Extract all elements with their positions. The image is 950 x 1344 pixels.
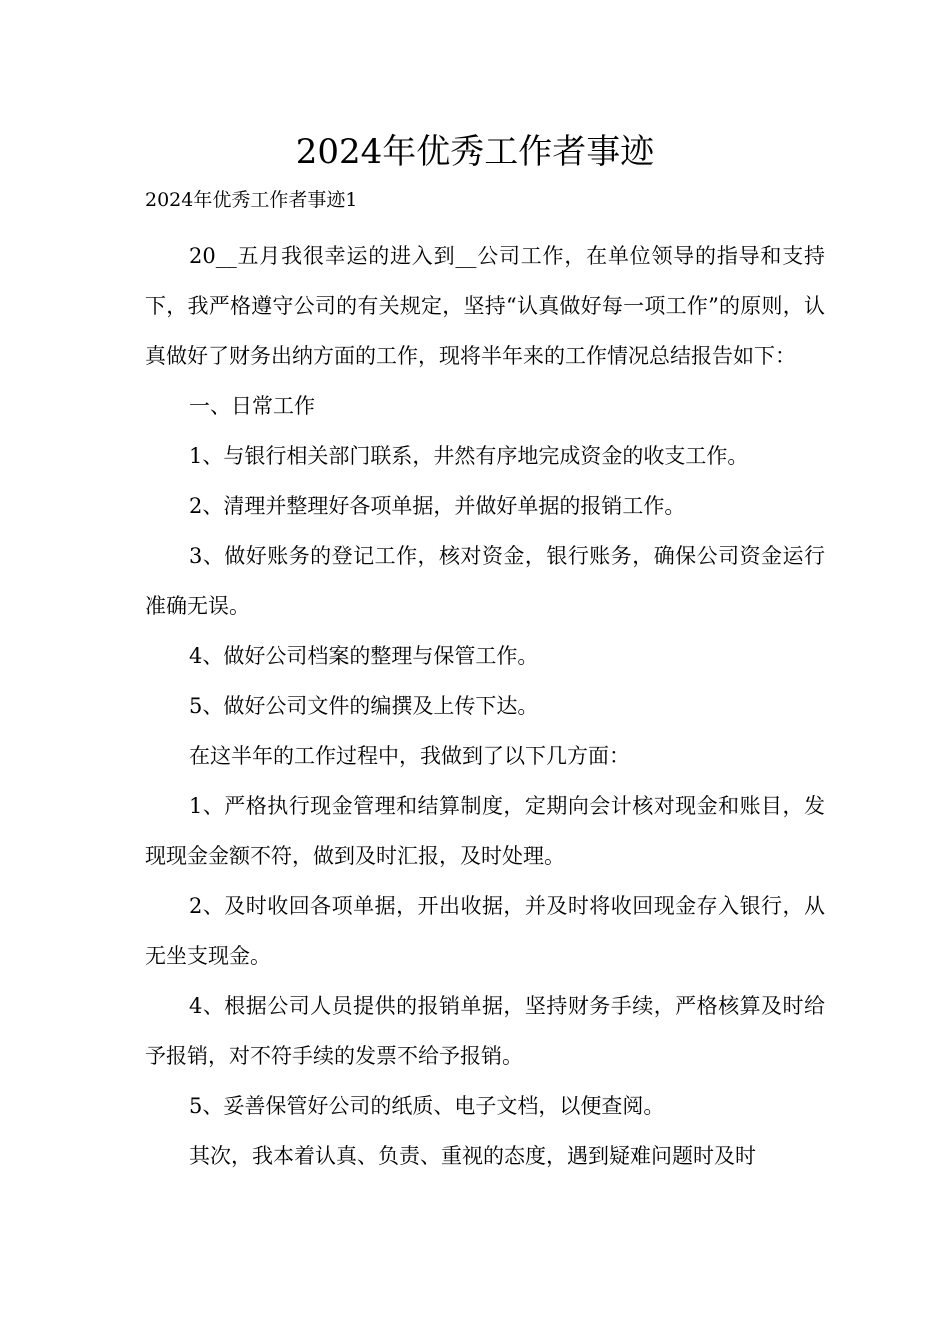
paragraph: 其次，我本着认真、负责、重视的态度，遇到疑难问题时及时	[189, 1144, 756, 1168]
document-body	[145, 231, 825, 1181]
paragraph: 3、做好账务的登记工作，核对资金，银行账务，确保公司资金运行准确无误。	[145, 544, 825, 618]
paragraph: 5、妥善保管好公司的纸质、电子文档，以便查阅。	[189, 1094, 665, 1118]
paragraph: 2、及时收回各项单据，开出收据，并及时将收回现金存入银行，从无坐支现金。	[145, 894, 825, 968]
document-subtitle: 2024年优秀工作者事迹1	[145, 189, 358, 211]
paragraph: 4、根据公司人员提供的报销单据，坚持财务手续，严格核算及时给予报销，对不符手续的发票不给予报销。	[145, 994, 825, 1068]
paragraph: 5、做好公司文件的编撰及上传下达。	[189, 694, 539, 718]
paragraph: 2、清理并整理好各项单据，并做好单据的报销工作。	[189, 494, 686, 518]
paragraph: 1、与银行相关部门联系，井然有序地完成资金的收支工作。	[189, 444, 749, 468]
paragraph: 在这半年的工作过程中，我做到了以下几方面：	[189, 744, 630, 768]
paragraph: 一、日常工作	[189, 394, 315, 418]
document-title: 2024年优秀工作者事迹	[295, 132, 655, 172]
paragraph: 4、做好公司档案的整理与保管工作。	[189, 644, 539, 668]
paragraph: 20__五月我很幸运的进入到__公司工作，在单位领导的指导和支持下，我严格遵守公司的有关规定，坚持“认真做好每一项工作”的原则，认真做好了财务出纳方面的工作，现将半年来的工作情况总结报告如下：	[145, 244, 825, 368]
paragraph: 1、严格执行现金管理和结算制度，定期向会计核对现金和账目，发现现金金额不符，做到及时汇报，及时处理。	[145, 794, 825, 868]
